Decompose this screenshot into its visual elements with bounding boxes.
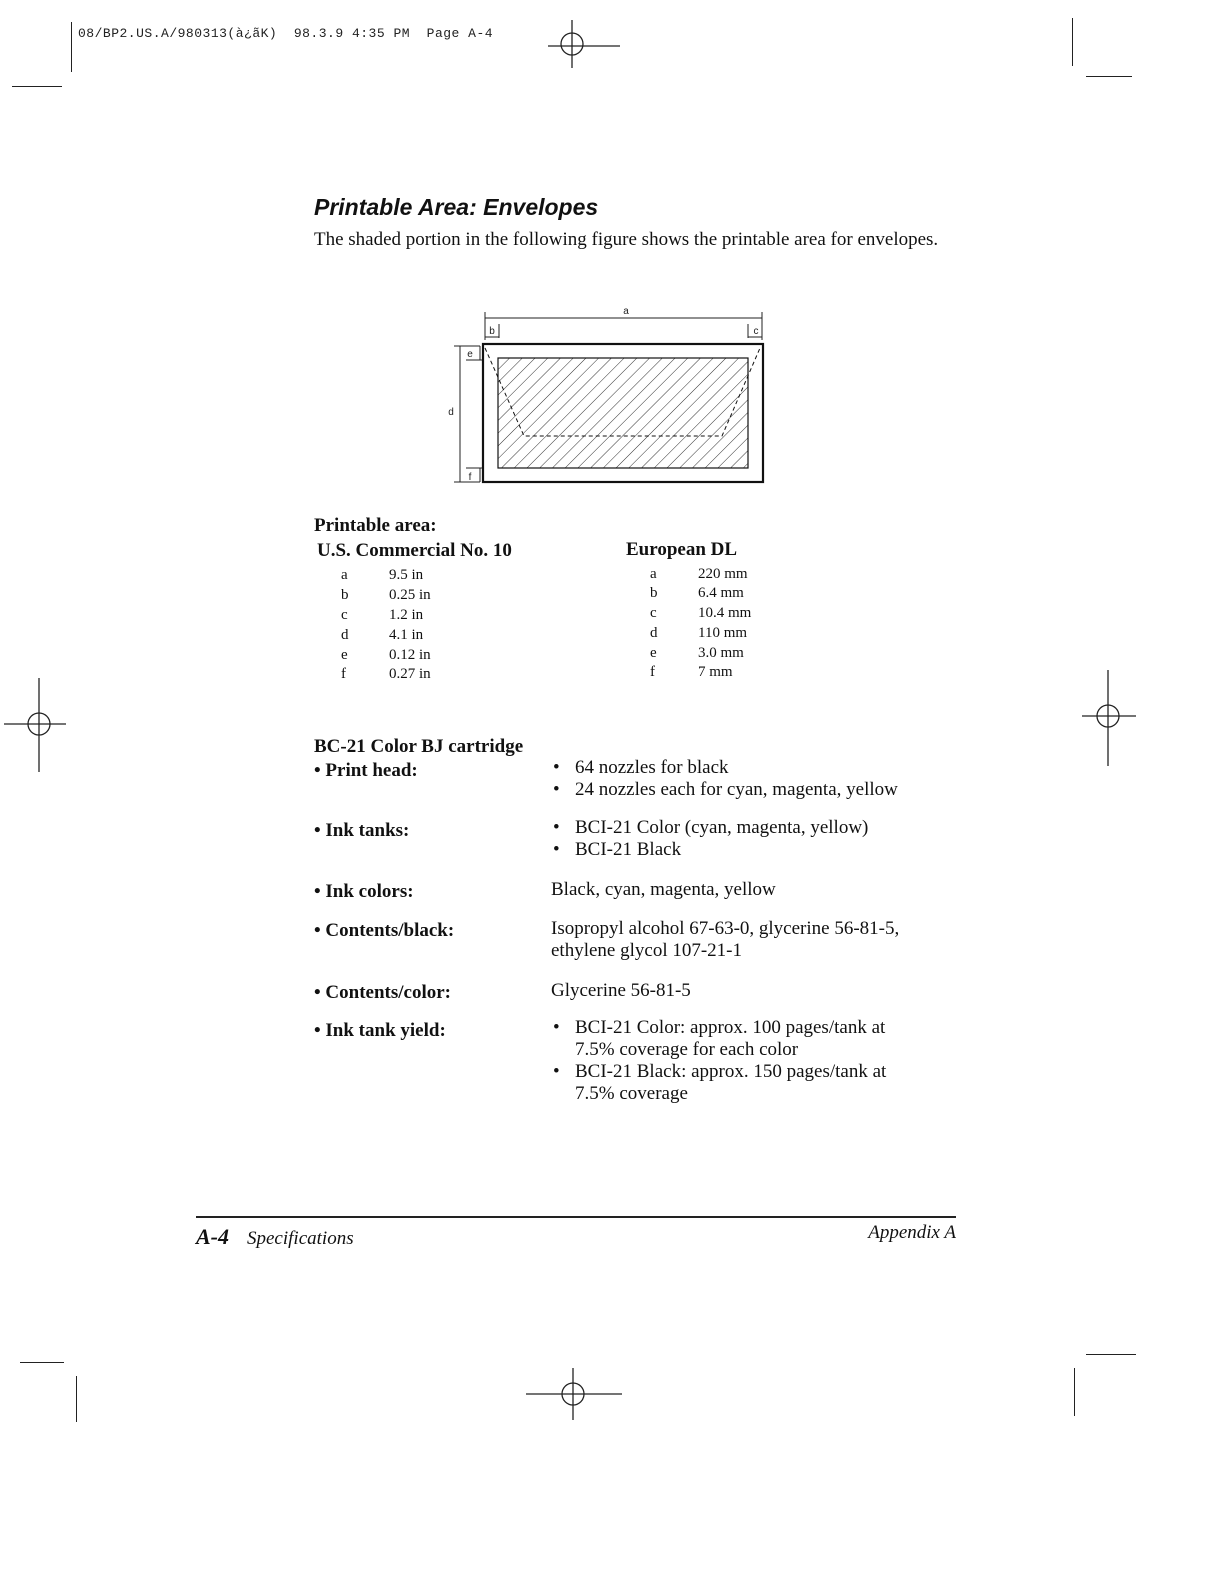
cartridge-title: BC-21 Color BJ cartridge xyxy=(314,736,524,757)
contents-black-value: Isopropyl alcohol 67-63-0, glycerine 56-81-5, ethylene glycol 107-21-1 xyxy=(551,918,900,961)
european-dl-title: European DL xyxy=(626,539,738,560)
print-head-values xyxy=(551,757,971,801)
footer-appendix: Appendix A xyxy=(868,1222,956,1243)
dim-label-c: c xyxy=(753,326,759,337)
section-heading: Printable Area: Envelopes xyxy=(314,194,599,220)
print-head-label: • Print head: xyxy=(314,760,418,781)
envelope-diagram xyxy=(440,300,780,490)
printable-area-title: Printable area: xyxy=(314,515,437,536)
dim-label-a: a xyxy=(623,306,629,317)
ink-tank-yield-values xyxy=(551,1017,921,1105)
contents-color-label: • Contents/color: xyxy=(314,982,451,1003)
us-commercial-title: U.S. Commercial No. 10 xyxy=(317,540,512,561)
dim-label-b: b xyxy=(489,326,495,337)
ink-tanks-label: • Ink tanks: xyxy=(314,820,410,841)
footer-rule xyxy=(196,1216,956,1218)
dim-label-d: d xyxy=(448,407,454,418)
ink-tank-yield-label: • Ink tank yield: xyxy=(314,1020,446,1041)
ink-colors-value: Black, cyan, magenta, yellow xyxy=(551,879,776,900)
ink-tanks-values xyxy=(551,817,971,861)
list-item: • BCI-21 Color (cyan, magenta, yellow) xyxy=(551,817,971,839)
footer-section: Specifications xyxy=(247,1228,354,1249)
list-item: • BCI-21 Black: approx. 150 pages/tank at 7.5% coverage xyxy=(551,1061,921,1105)
printable-area xyxy=(498,358,748,468)
footer-left xyxy=(196,1224,354,1250)
list-item: • BCI-21 Black xyxy=(551,839,971,861)
list-item: • BCI-21 Color: approx. 100 pages/tank at 7.5% coverage for each color xyxy=(551,1017,921,1061)
contents-color-value: Glycerine 56-81-5 xyxy=(551,980,691,1001)
dim-label-f: f xyxy=(468,472,472,483)
intro-paragraph: The shaded portion in the following figure shows the printable area for envelopes. xyxy=(314,229,939,250)
list-item: • 64 nozzles for black xyxy=(551,757,971,779)
dim-label-e: e xyxy=(467,349,473,360)
ink-colors-label: • Ink colors: xyxy=(314,881,414,902)
page-number: A-4 xyxy=(196,1224,229,1249)
print-slug: 08/BP2.US.A/980313(à¿ãK) 98.3.9 4:35 PM Page A-4 xyxy=(78,26,494,41)
list-item: • 24 nozzles each for cyan, magenta, yellow xyxy=(551,779,971,801)
contents-black-label: • Contents/black: xyxy=(314,920,455,941)
